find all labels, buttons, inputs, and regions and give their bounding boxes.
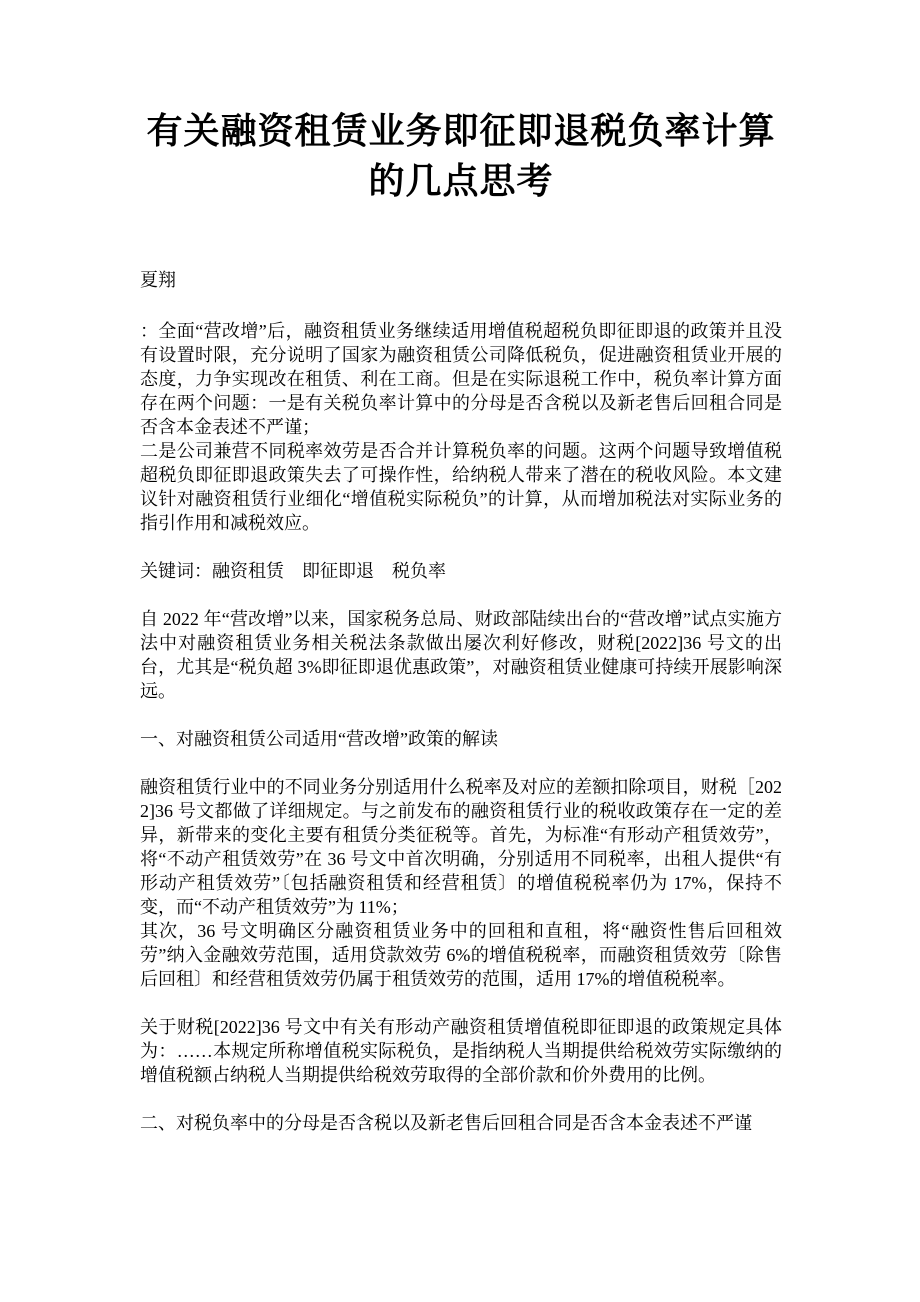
- section-1-paragraph-3: 关于财税[2022]36 号文中有关有形动产融资租赁增值税即征即退的政策规定具体为：……本规定所称增值税实际税负，是指纳税人当期提供给税效劳实际缴纳的增值税额占纳税人当期提供给税效劳取得的全部价款和价外费用的比例。: [140, 1017, 782, 1085]
- section-1-paragraph-2: 其次，36 号文明确区分融资租赁业务中的回租和直租，将“融资性售后回租效劳”纳入金融效劳范围，适用贷款效劳 6%的增值税税率，而融资租赁效劳〔除售后回租〕和经营租赁效劳仍属于租赁效劳的范围，适用 17%的增值税税率。: [140, 921, 782, 989]
- section-2-heading: 二、对税负率中的分母是否含税以及新老售后回租合同是否含本金表述不严谨: [140, 1113, 752, 1133]
- intro-paragraph: 自 2022 年“营改增”以来，国家税务总局、财政部陆续出台的“营改增”试点实施方法中对融资租赁业务相关税法条款做出屡次利好修改，财税[2022]36 号文的出台，尤其是“税负超 3%即征即退优惠政策”，对融资租赁业健康可持续开展影响深远。: [140, 609, 782, 701]
- abstract-paragraph-1: ：全面“营改增”后，融资租赁业务继续适用增值税超税负即征即退的政策并且没有设置时限，充分说明了国家为融资租赁公司降低税负，促进融资租赁业开展的态度，力争实现改在租赁、利在工商。但是在实际退税工作中，税负率计算方面存在两个问题：一是有关税负率计算中的分母是否含税以及新老售后回租合同是否含本金表述不严谨；: [140, 321, 782, 437]
- section-1-paragraph-1: 融资租赁行业中的不同业务分别适用什么税率及对应的差额扣除项目，财税［2022]36 号文都做了详细规定。与之前发布的融资租赁行业的税收政策存在一定的差异，新带来的变化主要有租赁分类征税等。首先，为标准“有形动产租赁效劳”，将“不动产租赁效劳”在 36 号文中首次明确，分别适用不同税率，出租人提供“有形动产租赁效劳”〔包括融资租赁和经营租赁〕的增值税税率仍为 17%，保持不变，而“不动产租赁效劳”为 11%；: [140, 777, 782, 917]
- keywords-line: 关键词：融资租赁 即征即退 税负率: [140, 561, 446, 581]
- author-name: 夏翔: [140, 270, 176, 290]
- document-title: 有关融资租赁业务即征即退税负率计算的几点思考: [146, 111, 776, 201]
- section-1-heading: 一、对融资租赁公司适用“营改增”政策的解读: [140, 729, 498, 749]
- abstract-paragraph-2: 二是公司兼营不同税率效劳是否合并计算税负率的问题。这两个问题导致增值税超税负即征即退政策失去了可操作性，给纳税人带来了潜在的税收风险。本文建议针对融资租赁行业细化“增值税实际税负”的计算，从而增加税法对实际业务的指引作用和减税效应。: [140, 441, 782, 533]
